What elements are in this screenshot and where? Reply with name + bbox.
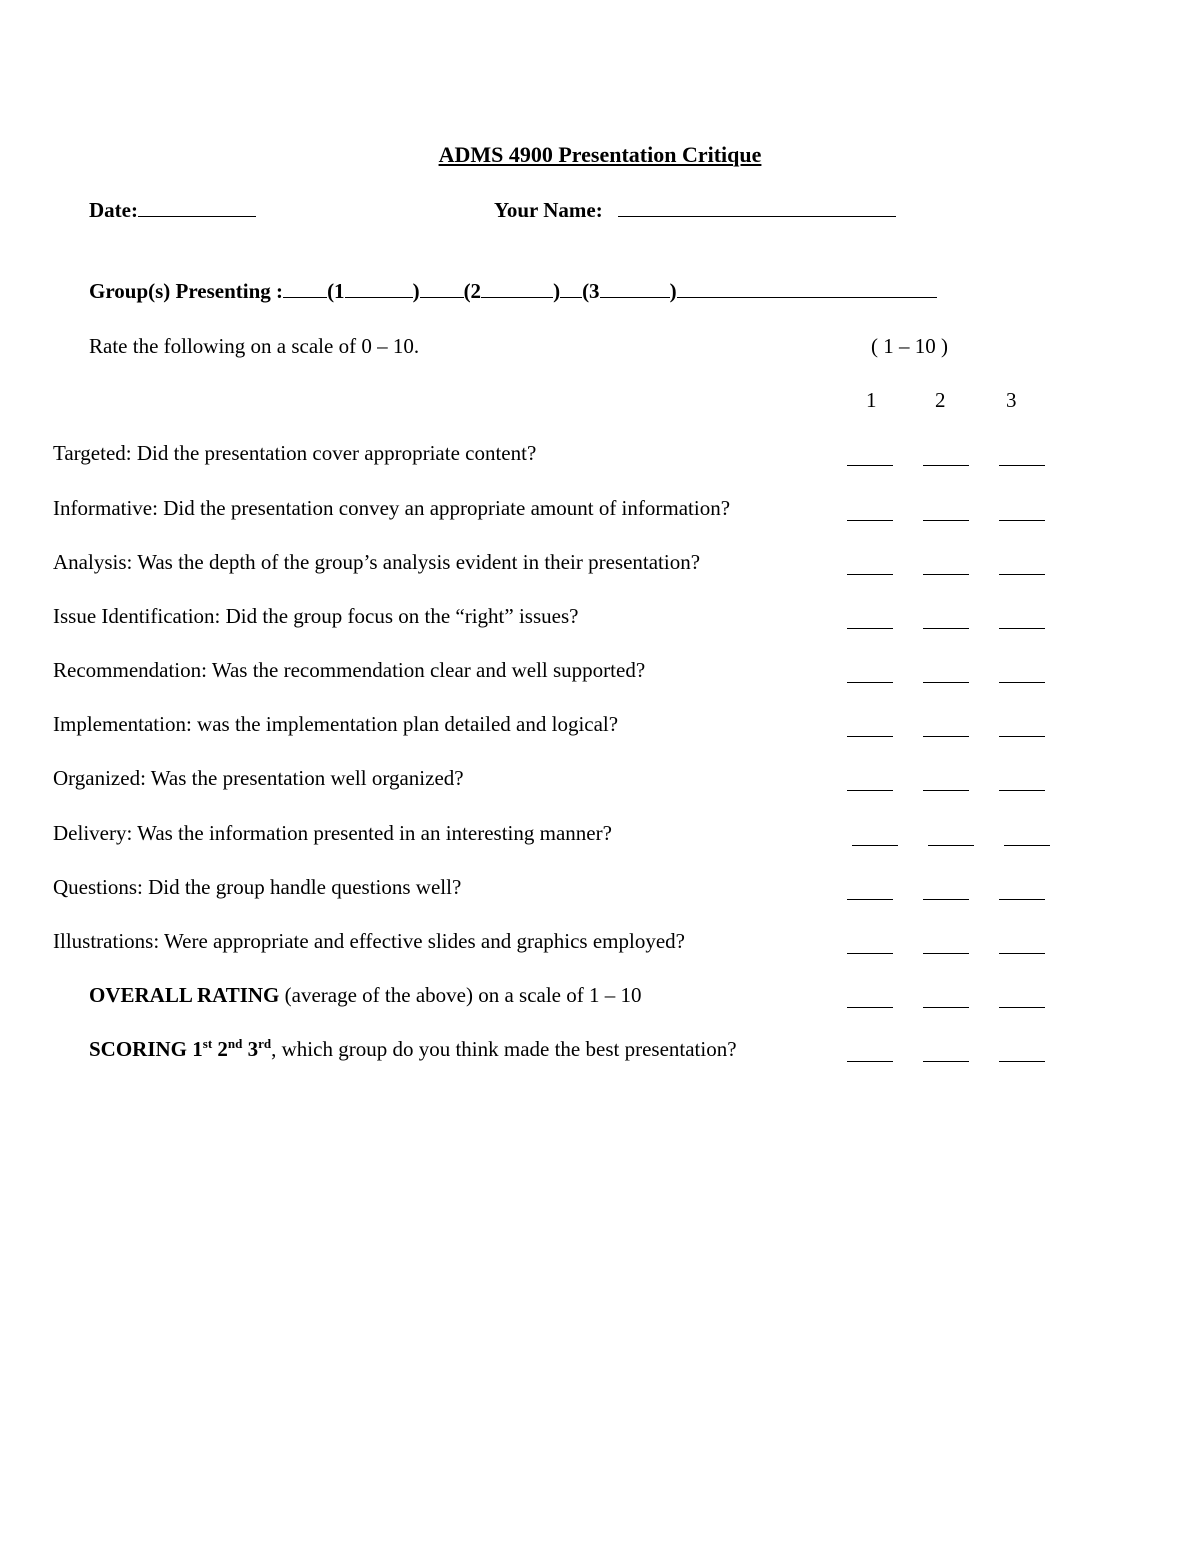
rating-blank-row2-group3[interactable] xyxy=(999,519,1045,521)
rating-blank-row1-group3[interactable] xyxy=(999,464,1045,466)
group-3-blank[interactable] xyxy=(600,279,670,298)
rating-blank-row6-group1[interactable] xyxy=(847,735,893,737)
groups-presenting-field[interactable] xyxy=(89,279,937,304)
group-2-close: ) xyxy=(553,279,561,303)
overall-rating-text: (average of the above) on a scale of 1 – 10 xyxy=(279,983,642,1007)
rating-blank-row12-group2[interactable] xyxy=(923,1060,969,1062)
scoring-text: , which group do you think made the best presentation? xyxy=(271,1037,737,1061)
question-questions: Questions: Did the group handle questions well? xyxy=(53,875,462,899)
groups-label: Group(s) Presenting : xyxy=(89,279,284,303)
group-2-blank[interactable] xyxy=(481,279,553,298)
rating-blank-row2-group1[interactable] xyxy=(847,519,893,521)
question-issue-identification: Issue Identification: Did the group focus on the “right” issues? xyxy=(53,604,579,628)
overall-rating-row xyxy=(89,983,642,1008)
overall-rating-label: OVERALL RATING xyxy=(89,983,280,1007)
rating-blank-row10-group3[interactable] xyxy=(999,952,1045,954)
rating-blank-row7-group2[interactable] xyxy=(923,789,969,791)
group-2-open: (2 xyxy=(463,279,482,303)
question-targeted: Targeted: Did the presentation cover appropriate content? xyxy=(53,441,537,465)
rating-blank-row3-group1[interactable] xyxy=(847,573,893,575)
column-header-3: 3 xyxy=(1006,388,1017,412)
rating-blank-row4-group3[interactable] xyxy=(999,627,1045,629)
rating-blank-row11-group3[interactable] xyxy=(999,1006,1045,1008)
rating-blank-row12-group3[interactable] xyxy=(999,1060,1045,1062)
rating-blank-row2-group2[interactable] xyxy=(923,519,969,521)
page-title: ADMS 4900 Presentation Critique xyxy=(438,142,762,167)
rating-blank-row8-group1[interactable] xyxy=(852,844,898,846)
rating-blank-row3-group3[interactable] xyxy=(999,573,1045,575)
groups-blank[interactable] xyxy=(560,279,582,298)
date-label: Date: xyxy=(89,198,138,222)
date-blank[interactable] xyxy=(138,198,256,217)
rating-blank-row5-group3[interactable] xyxy=(999,681,1045,683)
groups-blank[interactable] xyxy=(420,279,464,298)
scoring-label: SCORING 1st 2nd 3rd xyxy=(89,1036,272,1061)
rating-blank-row1-group1[interactable] xyxy=(847,464,893,466)
rating-blank-row7-group3[interactable] xyxy=(999,789,1045,791)
rating-blank-row3-group2[interactable] xyxy=(923,573,969,575)
rating-blank-row10-group2[interactable] xyxy=(923,952,969,954)
question-recommendation: Recommendation: Was the recommendation clear and well supported? xyxy=(53,658,646,682)
rating-blank-row5-group2[interactable] xyxy=(923,681,969,683)
question-delivery: Delivery: Was the information presented in an interesting manner? xyxy=(53,821,612,845)
question-analysis: Analysis: Was the depth of the group’s analysis evident in their presentation? xyxy=(53,550,701,574)
rating-blank-row10-group1[interactable] xyxy=(847,952,893,954)
rating-blank-row8-group3[interactable] xyxy=(1004,844,1050,846)
scale-instruction: Rate the following on a scale of 0 – 10. xyxy=(89,334,420,358)
rating-blank-row1-group2[interactable] xyxy=(923,464,969,466)
rating-blank-row9-group3[interactable] xyxy=(999,898,1045,900)
rating-blank-row11-group2[interactable] xyxy=(923,1006,969,1008)
rating-blank-row12-group1[interactable] xyxy=(847,1060,893,1062)
rating-blank-row8-group2[interactable] xyxy=(928,844,974,846)
question-informative: Informative: Did the presentation convey an appropriate amount of information? xyxy=(53,496,731,520)
rating-blank-row9-group2[interactable] xyxy=(923,898,969,900)
scoring-row xyxy=(89,1037,737,1062)
rating-blank-row4-group1[interactable] xyxy=(847,627,893,629)
rating-blank-row5-group1[interactable] xyxy=(847,681,893,683)
group-3-close: ) xyxy=(669,279,677,303)
rating-blank-row4-group2[interactable] xyxy=(923,627,969,629)
group-1-close: ) xyxy=(412,279,420,303)
group-1-open: (1 xyxy=(327,279,345,303)
groups-blank[interactable] xyxy=(283,279,327,298)
group-3-open: (3 xyxy=(582,279,600,303)
question-organized: Organized: Was the presentation well organized? xyxy=(53,766,464,790)
group-1-blank[interactable] xyxy=(345,279,413,298)
column-header-1: 1 xyxy=(866,388,877,412)
question-illustrations: Illustrations: Were appropriate and effective slides and graphics employed? xyxy=(53,929,685,953)
name-blank[interactable] xyxy=(618,198,896,217)
name-label: Your Name: xyxy=(494,198,603,222)
groups-trailing-blank[interactable] xyxy=(677,279,937,298)
rating-blank-row11-group1[interactable] xyxy=(847,1006,893,1008)
rating-blank-row6-group2[interactable] xyxy=(923,735,969,737)
question-implementation: Implementation: was the implementation plan detailed and logical? xyxy=(53,712,619,736)
name-field[interactable] xyxy=(494,198,896,223)
date-field[interactable] xyxy=(89,198,256,223)
column-header-2: 2 xyxy=(935,388,946,412)
rating-blank-row7-group1[interactable] xyxy=(847,789,893,791)
rating-blank-row6-group3[interactable] xyxy=(999,735,1045,737)
rating-blank-row9-group1[interactable] xyxy=(847,898,893,900)
scale-range-label: ( 1 – 10 ) xyxy=(871,334,948,358)
